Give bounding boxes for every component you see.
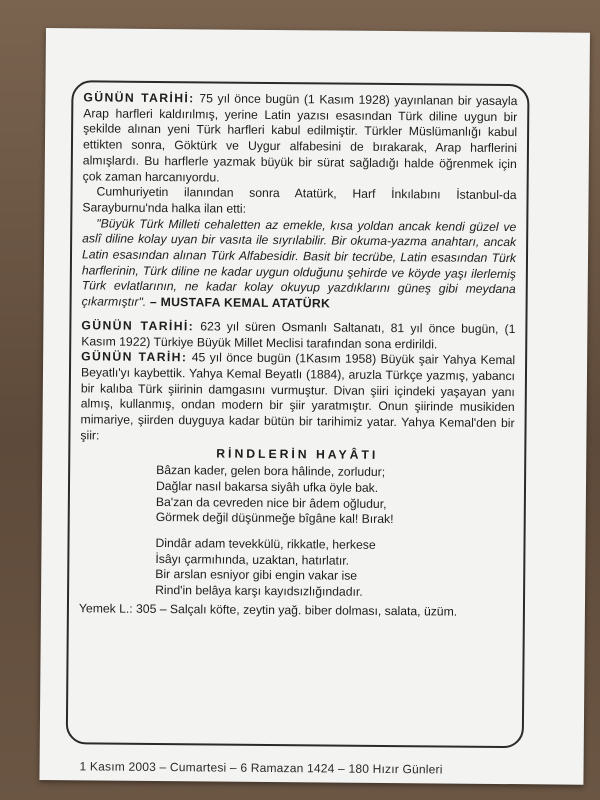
- content-frame: [66, 80, 530, 748]
- section2-text: 623 yıl süren Osmanlı Saltanatı, 81 yıl önce bugün, (1 Kasım 1922) Türkiye Büyük Millet Meclisi tarafından sona erdirildi.: [81, 319, 516, 351]
- section3-text: 45 yıl önce bugün (1Kasım 1958) Büyük şair Yahya Kemal Beyatlı'yı kaybettik. Yahya Kemal Beyatlı (1884), aruzla Türkçe yazmış, yabancı bir kalıba Türk şiirinin damgasını vurmuştur. Divan şiiri içindeki yaşayan yanı almış, kullanmış, ondan modern bir şiir yaratmıştır. Onun şiirinde musikiden mimariye, şiirden duyguya kadar bütün bir tarihimiz yatar. Yahya Kemal'den bir şiir:: [80, 350, 516, 443]
- section1-heading: GÜNÜN TARİHİ:: [83, 90, 195, 106]
- poem-line: Ba'zan da cevreden nice bir âdem oğludur,: [155, 494, 387, 511]
- quote-signature: – MUSTAFA KEMAL ATATÜRK: [146, 295, 331, 311]
- poem-line: İsâyı çarmıhında, uzaktan, hatırlatır.: [155, 551, 350, 568]
- poem-line: Bir arslan esniyor gibi engin vakar ise: [155, 567, 358, 584]
- poem-stanza-2: [79, 535, 514, 602]
- poem-line: Dindâr adam tevekkülü, rikkatle, herkese: [155, 535, 376, 552]
- poem-title: RİNDLERİN HAYÂTI: [216, 446, 379, 463]
- section1-intro: Cumhuriyetin ilanından sonra Atatürk, Harf İnkılabını İstanbul-da Sarayburnu'nda halka ilan etti:: [82, 184, 517, 216]
- poem-stanza-1: [80, 462, 515, 529]
- page-footer-date: 1 Kasım 2003 – Cumartesi – 6 Ramazan 1424 – 180 Hızır Günleri: [79, 759, 443, 777]
- poem-line: Rind'in belâya karşı kayıdsızlığındadır.: [155, 583, 363, 599]
- poem-line: Görmek değil düşünmeğe bîgâne kal! Bırak!: [155, 510, 394, 527]
- section1-text: 75 yıl önce bugün (1 Kasım 1928) yayınlanan bir yasayla Arap harfleri kaldırılmış, yerine Latin yazısı esasından Türk diline uygun bir şekilde alınan yeni Türk harfleri kabul edilmiştir. Türkler Müslümanlığı kabul ettikten sonra, Göktürk ve Uygur alfabesini de bırakarak, Arap harflerini almışlardı. Bu harflerle yazmak büyük bir sürat sağladığı halde öğrenmek için çok zaman harcanıyordu.: [82, 91, 518, 185]
- section2-heading: GÜNÜN TARİHİ:: [81, 318, 195, 334]
- food-menu: Yemek L.: 305 – Salçalı köfte, zeytin yağ. biber dolması, salata, üzüm.: [78, 601, 458, 619]
- poem-line: Dağlar nasıl bakarsa siyâh ufka öyle bak.: [155, 478, 379, 495]
- poem-line: Bâzan kader, gelen bora hâlinde, zorludur;: [156, 463, 386, 480]
- section3-paragraph: [80, 350, 515, 448]
- section1-paragraph: [83, 90, 518, 188]
- section3-heading: GÜNÜN TARİH:: [81, 349, 188, 365]
- section2-paragraph: [81, 318, 515, 353]
- ataturk-quote: [82, 216, 517, 314]
- calendar-page: [39, 28, 590, 785]
- quote-text: "Büyük Türk Milleti cehaletten az emekle, kısa yoldan ancak kendi güzel ve aslî diline kolay uyan bir vasıta ile sıyrılabilir. Bir okuma-yazma anahtarı, ancak Latin esasından alınan Türk Alfabesidir. Basit bir tecrübe, Latin esasından Türk harflerinin, Türk diline ne kadar uygun olduğunu şehirde ve köyde yaşı ilerlemiş Türk evlatlarının, ne kadar kolay okuyup yazdıklarını güneş gibi meydana çıkarmıştır".: [81, 216, 517, 310]
